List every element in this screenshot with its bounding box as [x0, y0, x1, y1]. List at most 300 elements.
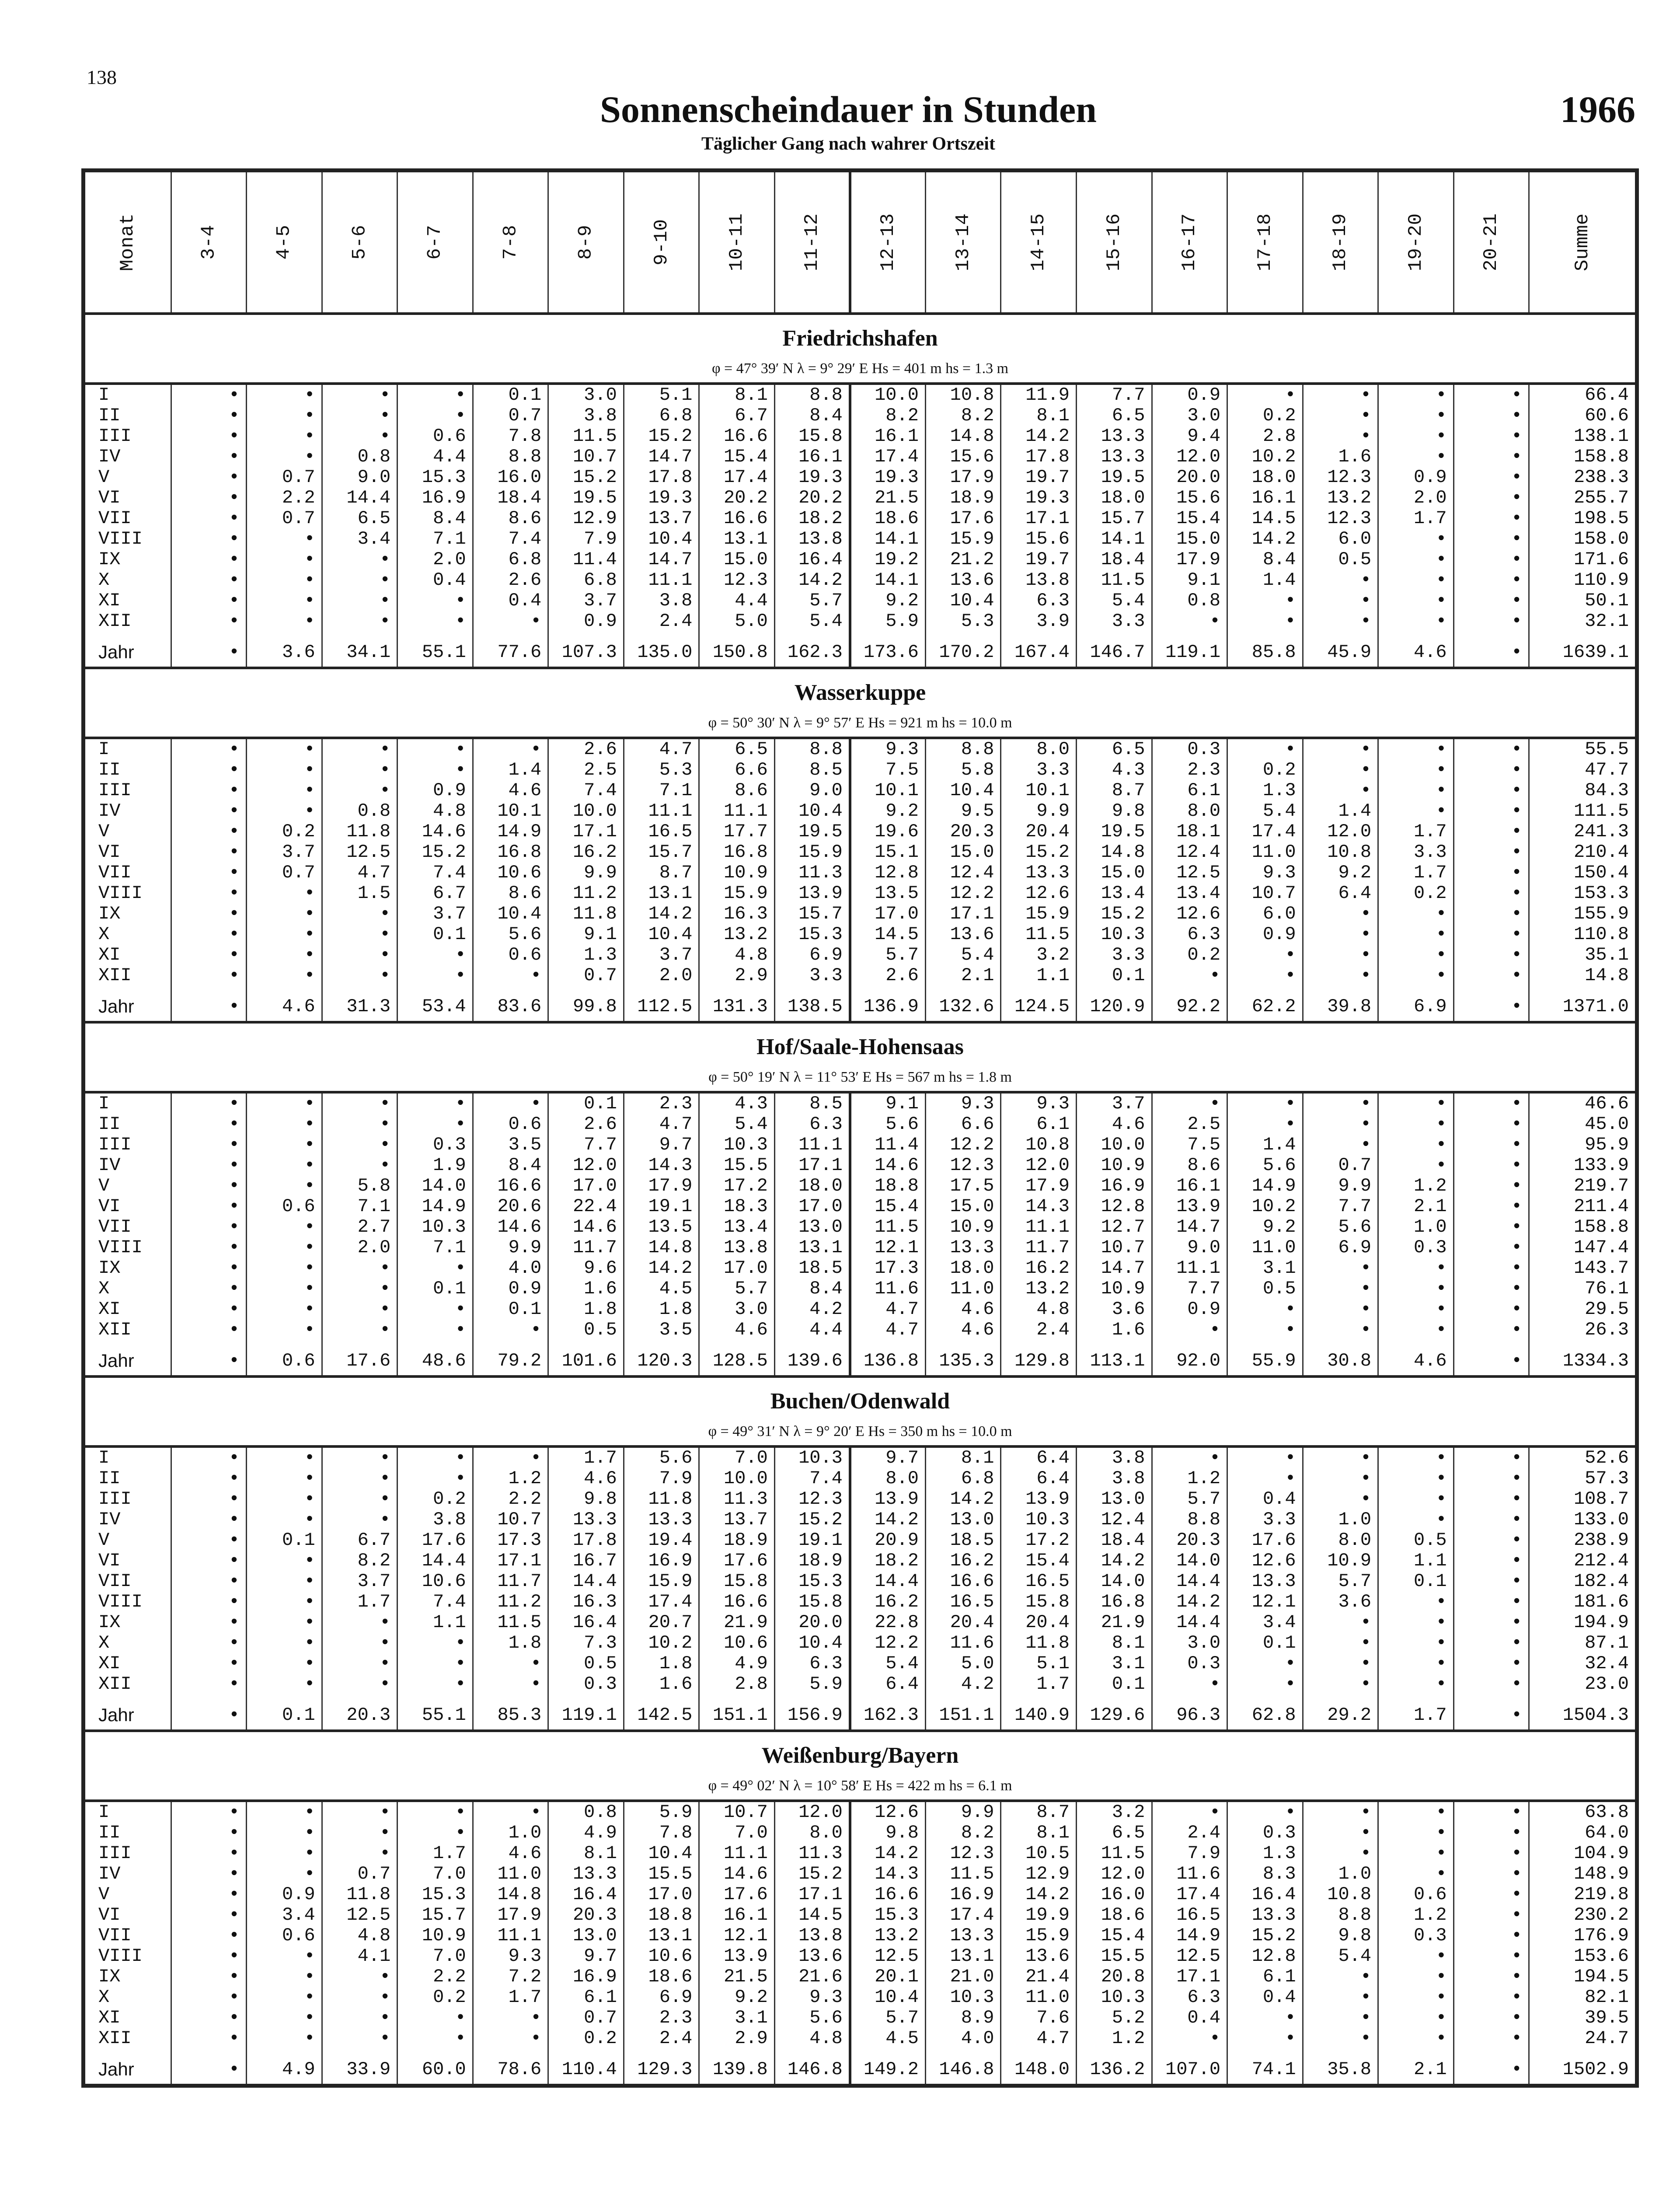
value-cell: 5.7 [1152, 1489, 1227, 1509]
value-cell: 9.7 [850, 1446, 926, 1468]
spacer-cell [84, 1694, 171, 1701]
value-cell: 15.4 [850, 1196, 926, 1217]
value-cell: • [322, 426, 397, 447]
value-cell: • [1378, 1135, 1454, 1155]
value-cell: 8.4 [473, 1155, 548, 1176]
year-value-cell: 20.3 [322, 1701, 397, 1731]
value-cell: 19.3 [774, 467, 850, 488]
value-cell: 11.5 [473, 1612, 548, 1633]
month-label: VI [84, 1196, 171, 1217]
value-cell: • [1227, 1320, 1303, 1340]
value-cell: 15.7 [397, 1905, 473, 1925]
value-cell: 21.5 [850, 488, 926, 508]
value-cell: 7.3 [548, 1633, 624, 1653]
value-cell: 17.4 [1152, 1884, 1227, 1905]
month-label: VIII [84, 1237, 171, 1258]
value-cell: 15.9 [1001, 904, 1077, 924]
month-label: III [84, 1489, 171, 1509]
value-cell: 12.9 [548, 508, 624, 529]
value-cell: 7.5 [1152, 1135, 1227, 1155]
value-cell: • [1453, 1196, 1529, 1217]
year-value-cell: • [1453, 638, 1529, 668]
value-cell: 10.0 [699, 1468, 775, 1489]
value-cell: 13.0 [774, 1217, 850, 1237]
value-cell: 0.4 [1227, 1489, 1303, 1509]
value-cell: 0.1 [473, 1299, 548, 1320]
value-cell: • [1303, 1674, 1378, 1694]
value-cell: 19.3 [1001, 488, 1077, 508]
value-cell: • [322, 1155, 397, 1176]
value-cell: 16.1 [850, 426, 926, 447]
value-cell: 21.5 [699, 1967, 775, 1987]
spacer-cell [548, 632, 624, 638]
value-cell: 0.5 [548, 1320, 624, 1340]
value-cell: 8.8 [473, 447, 548, 467]
value-cell: 2.0 [1378, 488, 1454, 508]
station-coordinates [84, 1418, 1637, 1446]
value-cell: 13.9 [1001, 1489, 1077, 1509]
year-value-cell: 146.7 [1076, 638, 1152, 668]
value-cell: • [247, 965, 322, 986]
value-cell: 0.1 [1076, 965, 1152, 986]
value-cell: 10.0 [548, 801, 624, 821]
value-cell: 13.1 [624, 883, 699, 904]
value-cell: 12.9 [1001, 1864, 1077, 1884]
value-cell: • [1453, 1653, 1529, 1674]
value-cell: 12.4 [1076, 1509, 1152, 1530]
value-cell: 7.4 [397, 863, 473, 883]
year-value-cell: 124.5 [1001, 992, 1077, 1022]
value-cell: 14.7 [1076, 1258, 1152, 1279]
table-row [84, 1612, 1637, 1633]
value-cell: 9.8 [1076, 801, 1152, 821]
station-name: Weißenburg/Bayern [84, 1731, 1637, 1772]
value-cell: 10.0 [1076, 1135, 1152, 1155]
value-cell: 8.0 [1152, 801, 1227, 821]
value-cell: 15.8 [699, 1571, 775, 1592]
value-cell: 16.1 [699, 1905, 775, 1925]
value-cell: 16.9 [925, 1884, 1001, 1905]
value-cell: • [397, 1114, 473, 1135]
value-cell: 12.3 [699, 570, 775, 590]
value-cell: 6.7 [397, 883, 473, 904]
table-row [84, 467, 1637, 488]
value-cell: 1.6 [1303, 447, 1378, 467]
month-label: I [84, 1446, 171, 1468]
month-label: VI [84, 1551, 171, 1571]
value-cell: • [1453, 738, 1529, 760]
value-cell: • [322, 1320, 397, 1340]
value-cell: 1.7 [1378, 821, 1454, 842]
value-cell: • [1453, 1176, 1529, 1196]
value-cell: 7.1 [624, 780, 699, 801]
value-cell: • [473, 965, 548, 986]
year-value-cell: • [1453, 2055, 1529, 2086]
value-cell: 10.2 [1227, 1196, 1303, 1217]
value-cell: 13.4 [1152, 883, 1227, 904]
value-cell: 4.3 [699, 1092, 775, 1114]
value-cell: 22.8 [850, 1612, 926, 1633]
year-label: 1966 [1560, 88, 1635, 130]
value-cell: 11.5 [1001, 924, 1077, 945]
value-cell: 8.4 [774, 1279, 850, 1299]
value-cell: • [1378, 2008, 1454, 2028]
value-cell: 18.9 [699, 1530, 775, 1551]
value-cell: • [322, 904, 397, 924]
value-cell: 1.0 [473, 1823, 548, 1843]
value-cell: 5.6 [473, 924, 548, 945]
value-cell: 3.3 [1001, 760, 1077, 780]
spacer-cell [1378, 2049, 1454, 2055]
value-cell: 12.5 [322, 1905, 397, 1925]
value-cell: 14.1 [850, 529, 926, 549]
value-cell: 17.6 [925, 508, 1001, 529]
month-label: IX [84, 1258, 171, 1279]
month-label: II [84, 1468, 171, 1489]
value-cell: 0.1 [397, 924, 473, 945]
value-cell: • [1378, 1155, 1454, 1176]
value-cell: 4.2 [774, 1299, 850, 1320]
table-row [84, 1551, 1637, 1571]
value-cell: • [1453, 1592, 1529, 1612]
value-cell: • [1378, 1967, 1454, 1987]
spacer-cell [84, 2049, 171, 2055]
value-cell: 3.3 [774, 965, 850, 986]
value-cell: 11.1 [699, 801, 775, 821]
year-value-cell: 55.9 [1227, 1346, 1303, 1376]
value-cell: 11.7 [548, 1237, 624, 1258]
year-value-cell: 92.0 [1152, 1346, 1227, 1376]
year-value-cell: 62.8 [1227, 1701, 1303, 1731]
value-cell: 18.9 [925, 488, 1001, 508]
table-row [84, 447, 1637, 467]
value-cell: • [1453, 821, 1529, 842]
value-cell: • [397, 1653, 473, 1674]
value-cell: • [247, 1612, 322, 1633]
value-cell: • [473, 1653, 548, 1674]
value-cell: 0.9 [247, 1884, 322, 1905]
value-cell: • [171, 529, 247, 549]
value-cell: 10.3 [1076, 1987, 1152, 2008]
value-cell: • [322, 1509, 397, 1530]
value-cell: 5.4 [1303, 1946, 1378, 1967]
sum-cell: 181.6 [1529, 1592, 1637, 1612]
value-cell: 8.4 [774, 405, 850, 426]
table-row [84, 1967, 1637, 1987]
value-cell: • [1453, 1967, 1529, 1987]
value-cell: • [1453, 1489, 1529, 1509]
value-cell: 9.9 [548, 863, 624, 883]
value-cell: • [1227, 1092, 1303, 1114]
value-cell: 20.1 [850, 1967, 926, 1987]
value-cell: 15.2 [548, 467, 624, 488]
value-cell: 19.1 [774, 1530, 850, 1551]
month-label: I [84, 1092, 171, 1114]
value-cell: 15.1 [850, 842, 926, 863]
value-cell: 9.2 [850, 590, 926, 611]
sum-cell: 46.6 [1529, 1092, 1637, 1114]
value-cell: 20.3 [925, 821, 1001, 842]
value-cell: 9.4 [1152, 426, 1227, 447]
value-cell: • [322, 1633, 397, 1653]
value-cell: 4.5 [624, 1279, 699, 1299]
value-cell: 15.0 [1152, 529, 1227, 549]
value-cell: 15.4 [1076, 1925, 1152, 1946]
value-cell: 9.8 [850, 1823, 926, 1843]
value-cell: 4.8 [322, 1925, 397, 1946]
value-cell: • [1453, 965, 1529, 986]
year-value-cell: 170.2 [925, 638, 1001, 668]
table-row [84, 611, 1637, 632]
value-cell: 0.1 [473, 384, 548, 405]
value-cell: • [1453, 1864, 1529, 1884]
value-cell: 18.6 [850, 508, 926, 529]
value-cell: 0.7 [247, 863, 322, 883]
year-total-label: Jahr [84, 1346, 171, 1376]
value-cell: 10.9 [925, 1217, 1001, 1237]
value-cell: 10.4 [774, 801, 850, 821]
value-cell: 15.2 [1076, 904, 1152, 924]
year-value-cell: 33.9 [322, 2055, 397, 2086]
value-cell: 0.9 [1152, 1299, 1227, 1320]
table-row [84, 1196, 1637, 1217]
year-value-cell: 35.8 [1303, 2055, 1378, 2086]
value-cell: 6.3 [774, 1653, 850, 1674]
spacer-cell [699, 1694, 775, 1701]
value-cell: • [171, 1114, 247, 1135]
station-coordinates [84, 709, 1637, 738]
value-cell: 2.2 [473, 1489, 548, 1509]
value-cell: • [1378, 924, 1454, 945]
year-total-label: Jahr [84, 1701, 171, 1731]
value-cell: 14.2 [850, 1509, 926, 1530]
value-cell: 18.6 [624, 1967, 699, 1987]
value-cell: 3.4 [247, 1905, 322, 1925]
value-cell: 11.1 [624, 570, 699, 590]
year-value-cell: 107.3 [548, 638, 624, 668]
value-cell: • [1378, 801, 1454, 821]
value-cell: 18.2 [774, 508, 850, 529]
value-cell: • [1378, 1843, 1454, 1864]
value-cell: 15.0 [925, 842, 1001, 863]
value-cell: 6.7 [699, 405, 775, 426]
value-cell: • [1378, 1801, 1454, 1823]
value-cell: 10.9 [1303, 1551, 1378, 1571]
value-cell: 13.8 [699, 1237, 775, 1258]
sum-cell: 87.1 [1529, 1633, 1637, 1653]
value-cell: 0.8 [548, 1801, 624, 1823]
value-cell: • [171, 1551, 247, 1571]
value-cell: 16.2 [1001, 1258, 1077, 1279]
value-cell: 18.6 [1076, 1905, 1152, 1925]
sum-cell: 194.5 [1529, 1967, 1637, 1987]
spacer-cell [1076, 986, 1152, 992]
value-cell: • [247, 738, 322, 760]
value-cell: 10.4 [850, 1987, 926, 2008]
year-value-cell: 62.2 [1227, 992, 1303, 1022]
spacer-cell [397, 1340, 473, 1346]
value-cell: 18.0 [925, 1258, 1001, 1279]
value-cell: • [1453, 1674, 1529, 1694]
value-cell: 17.1 [925, 904, 1001, 924]
sum-cell: 63.8 [1529, 1801, 1637, 1823]
page-title: Sonnenscheindauer in Stunden [600, 88, 1097, 130]
year-value-cell: 131.3 [699, 992, 775, 1022]
value-cell: 14.7 [624, 549, 699, 570]
value-cell: 3.4 [322, 529, 397, 549]
value-cell: • [247, 426, 322, 447]
value-cell: 0.4 [473, 590, 548, 611]
value-cell: 12.1 [1227, 1592, 1303, 1612]
sum-cell: 133.9 [1529, 1155, 1637, 1176]
value-cell: 16.4 [774, 549, 850, 570]
value-cell: • [473, 1446, 548, 1468]
spacer-cell [1001, 986, 1077, 992]
value-cell: • [1303, 1320, 1378, 1340]
table-row [84, 1987, 1637, 2008]
value-cell: 8.5 [774, 1092, 850, 1114]
sum-cell: 23.0 [1529, 1674, 1637, 1694]
value-cell: • [1453, 924, 1529, 945]
year-value-cell: 74.1 [1227, 2055, 1303, 2086]
value-cell: 4.7 [322, 863, 397, 883]
value-cell: 12.6 [850, 1801, 926, 1823]
value-cell: 8.2 [322, 1551, 397, 1571]
sum-cell: 76.1 [1529, 1279, 1637, 1299]
value-cell: • [1453, 842, 1529, 863]
spacer-cell [1303, 1340, 1378, 1346]
value-cell: • [1227, 965, 1303, 986]
value-cell: 7.7 [548, 1135, 624, 1155]
table-row [84, 1843, 1637, 1864]
value-cell: • [322, 924, 397, 945]
year-value-cell: • [171, 2055, 247, 2086]
value-cell: 17.4 [624, 1592, 699, 1612]
value-cell: 15.2 [624, 426, 699, 447]
value-cell: • [171, 1299, 247, 1320]
value-cell: 10.4 [473, 904, 548, 924]
value-cell: • [1453, 2028, 1529, 2049]
value-cell: • [322, 570, 397, 590]
value-cell: • [1303, 924, 1378, 945]
spacer-cell [1076, 632, 1152, 638]
value-cell: 13.5 [850, 883, 926, 904]
value-cell: 16.9 [548, 1967, 624, 1987]
value-cell: 3.0 [1152, 1633, 1227, 1653]
spacer-cell [473, 1694, 548, 1701]
value-cell: 0.7 [548, 2008, 624, 2028]
spacer-cell [1303, 632, 1378, 638]
station-header [84, 314, 1637, 355]
value-cell: 16.1 [774, 447, 850, 467]
value-cell: 0.9 [473, 1279, 548, 1299]
value-cell: • [171, 1571, 247, 1592]
spacer-cell [473, 1340, 548, 1346]
value-cell: 7.9 [624, 1468, 699, 1489]
value-cell: 10.5 [1001, 1843, 1077, 1864]
value-cell: 0.6 [1378, 1884, 1454, 1905]
table-row [84, 1674, 1637, 1694]
value-cell: 16.1 [1152, 1176, 1227, 1196]
value-cell: 5.7 [1303, 1571, 1378, 1592]
value-cell: 10.7 [473, 1509, 548, 1530]
value-cell: • [1453, 1468, 1529, 1489]
value-cell: • [247, 801, 322, 821]
value-cell: • [171, 405, 247, 426]
value-cell: • [397, 2008, 473, 2028]
value-cell: • [1453, 508, 1529, 529]
spacer-cell [699, 2049, 775, 2055]
value-cell: • [473, 2008, 548, 2028]
value-cell: • [1303, 1258, 1378, 1279]
month-label: I [84, 738, 171, 760]
sum-cell: 133.0 [1529, 1509, 1637, 1530]
value-cell: • [1378, 1674, 1454, 1694]
spacer-cell [774, 986, 850, 992]
value-cell: • [322, 945, 397, 965]
value-cell: 9.9 [1001, 801, 1077, 821]
column-header [548, 171, 624, 314]
value-cell: • [171, 1446, 247, 1468]
value-cell: 19.5 [1076, 467, 1152, 488]
value-cell: • [1453, 384, 1529, 405]
value-cell: • [1378, 1864, 1454, 1884]
value-cell: 6.9 [774, 945, 850, 965]
value-cell: • [247, 1946, 322, 1967]
value-cell: • [473, 2028, 548, 2049]
value-cell: 0.1 [247, 1530, 322, 1551]
value-cell: • [322, 1299, 397, 1320]
year-value-cell: 29.2 [1303, 1701, 1378, 1731]
sum-cell: 155.9 [1529, 904, 1637, 924]
value-cell: 2.1 [1378, 1196, 1454, 1217]
column-header [1529, 171, 1637, 314]
value-cell: 17.8 [548, 1530, 624, 1551]
year-value-cell: 96.3 [1152, 1701, 1227, 1731]
value-cell: 10.6 [699, 1633, 775, 1653]
value-cell: 2.9 [699, 965, 775, 986]
value-cell: 16.2 [850, 1592, 926, 1612]
value-cell: • [1453, 1612, 1529, 1633]
table-row [84, 2008, 1637, 2028]
value-cell: • [171, 447, 247, 467]
value-cell: 16.6 [699, 1592, 775, 1612]
value-cell: 0.7 [322, 1864, 397, 1884]
value-cell: • [171, 924, 247, 945]
value-cell: • [1303, 1468, 1378, 1489]
value-cell: • [171, 384, 247, 405]
value-cell: • [397, 1633, 473, 1653]
value-cell: 18.2 [850, 1551, 926, 1571]
value-cell: • [1303, 1653, 1378, 1674]
value-cell: 3.3 [1227, 1509, 1303, 1530]
value-cell: • [1303, 1801, 1378, 1823]
year-value-cell: 128.5 [699, 1346, 775, 1376]
value-cell: 5.1 [1001, 1653, 1077, 1674]
value-cell: 4.2 [925, 1674, 1001, 1694]
value-cell: 16.6 [925, 1571, 1001, 1592]
value-cell: 15.9 [1001, 1925, 1077, 1946]
station-coordinates [84, 355, 1637, 384]
value-cell: 5.9 [624, 1801, 699, 1823]
value-cell: 12.8 [1076, 1196, 1152, 1217]
value-cell: 12.0 [1152, 447, 1227, 467]
column-header-label: 3-4 [198, 225, 220, 260]
month-label: XI [84, 1653, 171, 1674]
value-cell: 1.8 [624, 1653, 699, 1674]
value-cell: 15.8 [1001, 1592, 1077, 1612]
value-cell: • [1378, 1114, 1454, 1135]
